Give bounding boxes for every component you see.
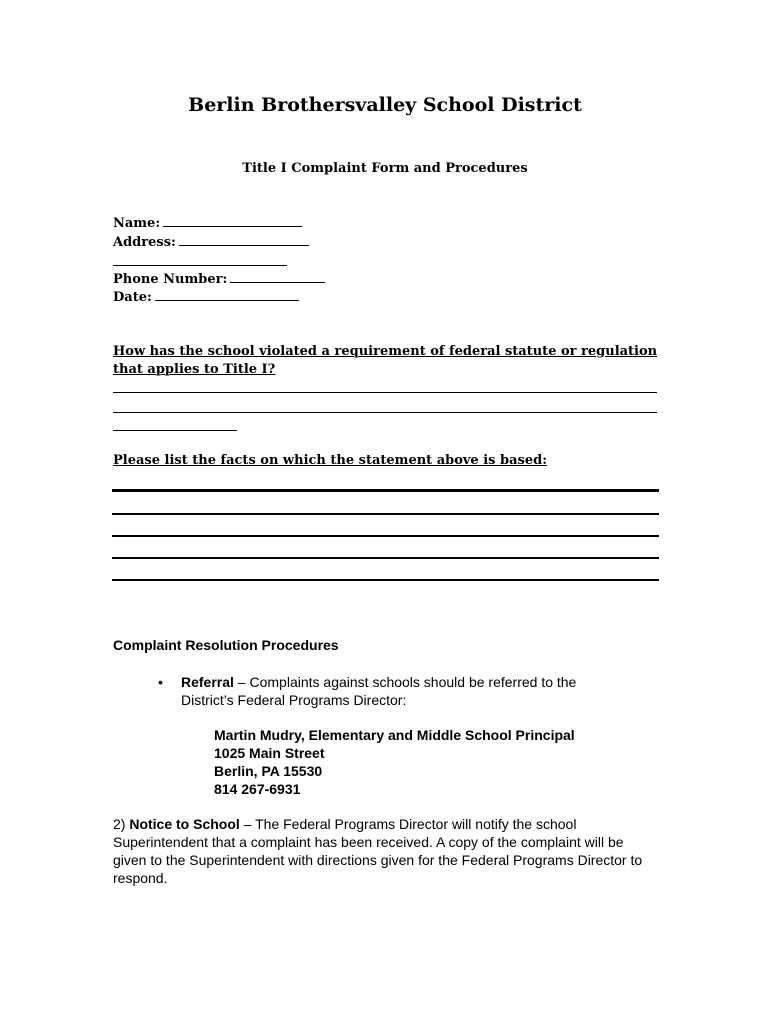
bullet-icon: •	[158, 674, 163, 690]
notice-label: Notice to School	[129, 816, 240, 832]
referral-text: – Complaints against schools should be referred to the District’s Federal Programs Director:	[181, 674, 577, 708]
notice-paragraph	[113, 815, 658, 887]
facts-answer-line-3[interactable]	[112, 535, 659, 537]
name-label: Name:	[113, 216, 161, 231]
contact-city: Berlin, PA 15530	[214, 763, 323, 779]
address-label: Address:	[113, 235, 176, 250]
facts-answer-line-1[interactable]	[112, 489, 659, 492]
address-blank[interactable]	[179, 233, 309, 246]
facts-answer-line-5[interactable]	[112, 579, 659, 581]
phone-blank[interactable]	[230, 270, 325, 283]
address-blank-line-2[interactable]	[113, 265, 287, 266]
document-subtitle: Title I Complaint Form and Procedures	[242, 161, 528, 176]
facts-answer-line-2[interactable]	[112, 513, 659, 515]
facts-question: Please list the facts on which the statement above is based:	[113, 453, 548, 468]
violation-answer-line-1[interactable]	[113, 392, 657, 393]
name-field	[113, 214, 302, 231]
violation-answer-line-2[interactable]	[113, 412, 657, 413]
date-blank[interactable]	[155, 288, 299, 301]
facts-answer-line-4[interactable]	[112, 557, 659, 559]
procedures-heading: Complaint Resolution Procedures	[113, 637, 339, 653]
address-field	[113, 233, 309, 250]
contact-phone: 814 267-6931	[214, 781, 301, 797]
notice-text: – The Federal Programs Director will notify the school Superintendent that a complaint has been received. A copy of the complaint will be given to the Superintendent with directions given for the Federal Programs Director to respond.	[113, 816, 643, 886]
date-field	[113, 288, 299, 305]
contact-name: Martin Mudry, Elementary and Middle School Principal	[214, 727, 575, 743]
phone-field	[113, 270, 325, 287]
document-title: Berlin Brothersvalley School District	[188, 94, 582, 116]
violation-answer-line-3[interactable]	[113, 430, 237, 431]
phone-label: Phone Number:	[113, 272, 228, 287]
violation-question: How has the school violated a requirement of federal statute or regulation that applies to Title I?	[113, 344, 658, 377]
date-label: Date:	[113, 290, 152, 305]
contact-street: 1025 Main Street	[214, 745, 325, 761]
notice-number: 2)	[113, 816, 130, 832]
name-blank[interactable]	[163, 214, 302, 227]
referral-item	[181, 673, 631, 709]
referral-label: Referral	[181, 674, 234, 690]
